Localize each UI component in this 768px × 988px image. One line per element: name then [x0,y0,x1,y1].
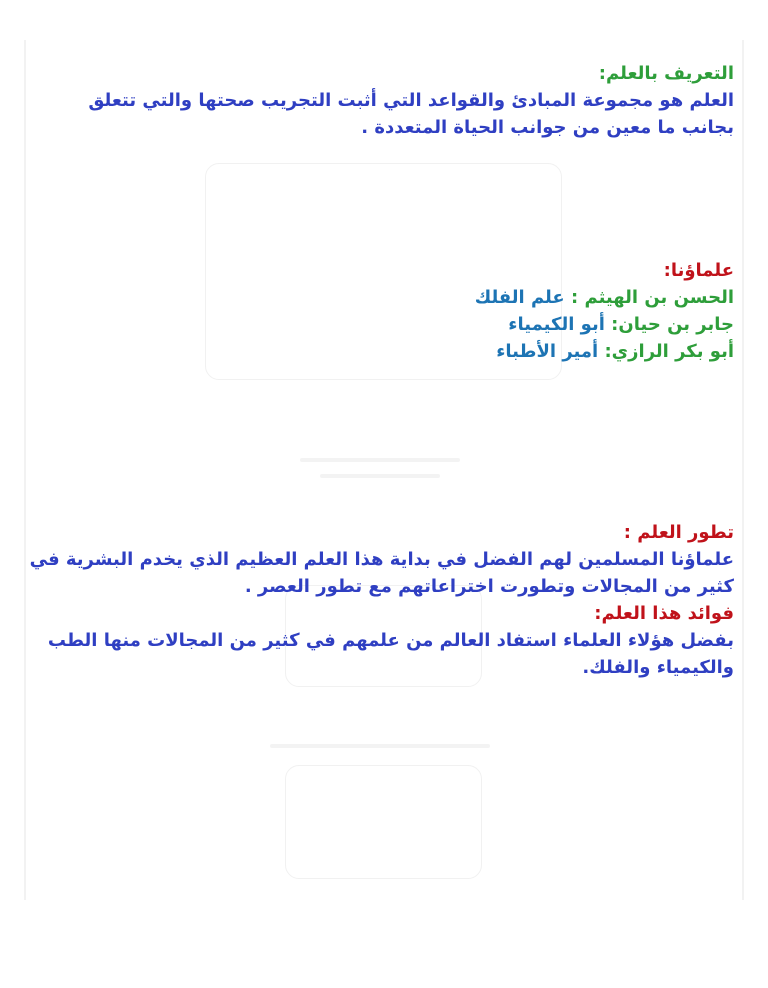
scholar-row [475,338,734,365]
ghost-frame-bottom [285,765,482,879]
definition-line-1: العلم هو مجموعة المبادئ والقواعد التي أثبت التجريب صحتها والتي تتعلق [88,90,734,111]
scholar-row [475,284,734,311]
benefits-heading: فوائد هذا العلم: [594,603,734,624]
development-heading: تطور العلم : [623,522,734,543]
scholar-title: أمير الأطباء [496,341,599,362]
ghost-edge [742,40,744,900]
scholar-name: أبو بكر الرازي: [604,341,734,362]
scholar-name: الحسن بن الهيثم : [571,287,734,308]
development-line-1: علماؤنا المسلمين لهم الفضل في بداية هذا العلم العظيم الذي يخدم البشرية في [29,549,734,570]
ghost-line [270,744,490,748]
scholar-row [475,311,734,338]
scholar-title: علم الفلك [474,287,565,308]
ghost-line [300,458,460,462]
benefits-section [48,600,734,681]
scholar-name: جابر بن حيان: [611,314,734,335]
definition-line-2: بجانب ما معين من جوانب الحياة المتعددة . [361,117,734,138]
benefits-line-2: والكيمياء والفلك. [582,657,734,678]
development-section [30,519,734,600]
definition-section [88,60,734,141]
ghost-edge [24,40,26,900]
definition-heading: التعريف بالعلم: [598,63,734,84]
development-line-2: كثير من المجالات وتطورت اختراعاتهم مع تطور العصر . [244,576,734,597]
scholars-section [475,257,734,365]
scholars-heading: علماؤنا: [663,260,734,281]
scholar-title: أبو الكيمياء [508,314,605,335]
ghost-line [320,474,440,478]
benefits-line-1: بفضل هؤلاء العلماء استفاد العالم من علمهم في كثير من المجالات منها الطب [47,630,734,651]
